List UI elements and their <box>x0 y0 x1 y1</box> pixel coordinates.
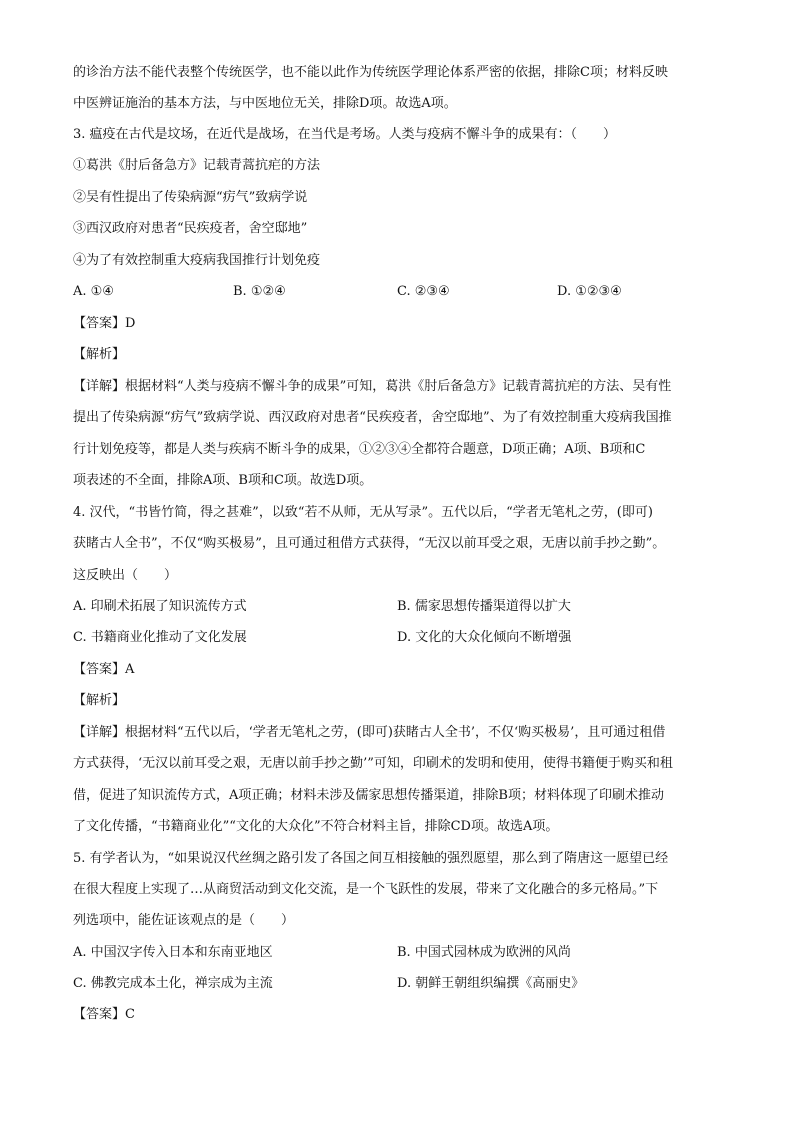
q5-answer: 【答案】C <box>73 1007 135 1022</box>
q4-options-row-2 <box>73 629 734 647</box>
q5-options-row-1 <box>73 944 734 962</box>
q4-detail-line-3: 借，促进了知识流传方式，A项正确；材料未涉及儒家思想传播渠道，排除B项；材料体现了印刷术推动 <box>73 788 664 803</box>
q4-stem-line-1: 4. 汉代，“书皆竹简，得之甚难”，以致“若不从师，无从写录”。五代以后，“学者无笔札之劳，(即可) <box>73 505 653 520</box>
q3-option-a: A. ①④ <box>73 284 114 299</box>
q4-stem-line-3: 这反映出（ ） <box>73 568 178 583</box>
q3-detail-line-3: 行计划免疫等，都是人类与疾病不断斗争的成果，①②③④全都符合题意，D项正确；A项、B项和C <box>73 442 646 457</box>
q3-item-1: ①葛洪《肘后备急方》记载青蒿抗疟的方法 <box>73 158 321 173</box>
q4-options-row-1 <box>73 598 734 616</box>
q5-option-d: D. 朝鲜王朝组织编撰《高丽史》 <box>397 976 585 991</box>
analysis-continuation-line-1: 的诊治方法不能代表整个传统医学，也不能以此作为传统医学理论体系严密的依据，排除C项；材料反映 <box>73 65 668 80</box>
q3-option-b: B. ①②④ <box>233 284 286 299</box>
q4-option-a: A. 印刷术拓展了知识流传方式 <box>73 599 247 614</box>
q4-detail-line-2: 方式获得，‘无汉以前耳受之艰，无唐以前手抄之勤’”可知，印刷术的发明和使用，使得书籍便于购买和租 <box>73 756 673 771</box>
q4-answer: 【答案】A <box>73 662 135 677</box>
q5-option-b: B. 中国式园林成为欧洲的风尚 <box>397 945 571 960</box>
q3-detail-line-1: 【详解】根据材料“人类与疫病不懈斗争的成果”可知，葛洪《肘后备急方》记载青蒿抗疟的方法、吴有性 <box>73 379 672 394</box>
q4-option-d: D. 文化的大众化倾向不断增强 <box>397 630 572 645</box>
q5-stem-line-1: 5. 有学者认为，“如果说汉代丝绸之路引发了各国之间互相接触的强烈愿望，那么到了隋唐这一愿望已经 <box>73 851 669 866</box>
q4-option-b: B. 儒家思想传播渠道得以扩大 <box>397 599 571 614</box>
q4-detail-line-1: 【详解】根据材料“五代以后，‘学者无笔札之劳，(即可)获睹古人全书’，不仅‘购买极易’，且可通过租借 <box>73 725 666 740</box>
q3-option-c: C. ②③④ <box>397 284 450 299</box>
q3-item-3: ③西汉政府对患者“民疾疫者，舍空邸地” <box>73 221 308 236</box>
q4-analysis-label: 【解析】 <box>73 693 126 708</box>
q5-option-c: C. 佛教完成本土化，禅宗成为主流 <box>73 976 273 991</box>
q5-stem-line-2: 在很大程度上实现了…从商贸活动到文化交流，是一个飞跃性的发展，带来了文化融合的多元格局。”下 <box>73 882 659 897</box>
q5-options-row-2 <box>73 975 734 993</box>
q3-stem: 3. 瘟疫在古代是坟场，在近代是战场，在当代是考场。人类与疫病不懈斗争的成果有：（ ） <box>73 127 617 142</box>
q3-detail-line-4: 项表述的不全面，排除A项、B项和C项。故选D项。 <box>73 473 373 488</box>
q3-answer: 【答案】D <box>73 316 136 331</box>
q3-item-4: ④为了有效控制重大疫病我国推行计划免疫 <box>73 253 321 268</box>
q4-detail-line-4: 了文化传播，“书籍商业化”“文化的大众化”不符合材料主旨，排除CD项。故选A项。 <box>73 819 559 834</box>
q3-option-d: D. ①②③④ <box>557 284 622 299</box>
q5-option-a: A. 中国汉字传入日本和东南亚地区 <box>73 945 273 960</box>
q5-stem-line-3: 列选项中，能佐证该观点的是（ ） <box>73 913 295 928</box>
analysis-continuation-line-2: 中医辨证施治的基本方法，与中医地位无关，排除D项。故选A项。 <box>73 96 457 111</box>
q3-analysis-label: 【解析】 <box>73 347 126 362</box>
q4-stem-line-2: 获睹古人全书”，不仅“购买极易”，且可通过租借方式获得，“无汉以前耳受之艰，无唐以前手抄之勤”。 <box>73 536 666 551</box>
q3-options <box>73 283 734 301</box>
q3-detail-line-2: 提出了传染病源“疠气”致病学说、西汉政府对患者“民疾疫者，舍空邸地”、为了有效控制重大疫病我国推 <box>73 410 672 425</box>
q3-item-2: ②吴有性提出了传染病源“疠气”致病学说 <box>73 190 308 205</box>
q4-option-c: C. 书籍商业化推动了文化发展 <box>73 630 247 645</box>
